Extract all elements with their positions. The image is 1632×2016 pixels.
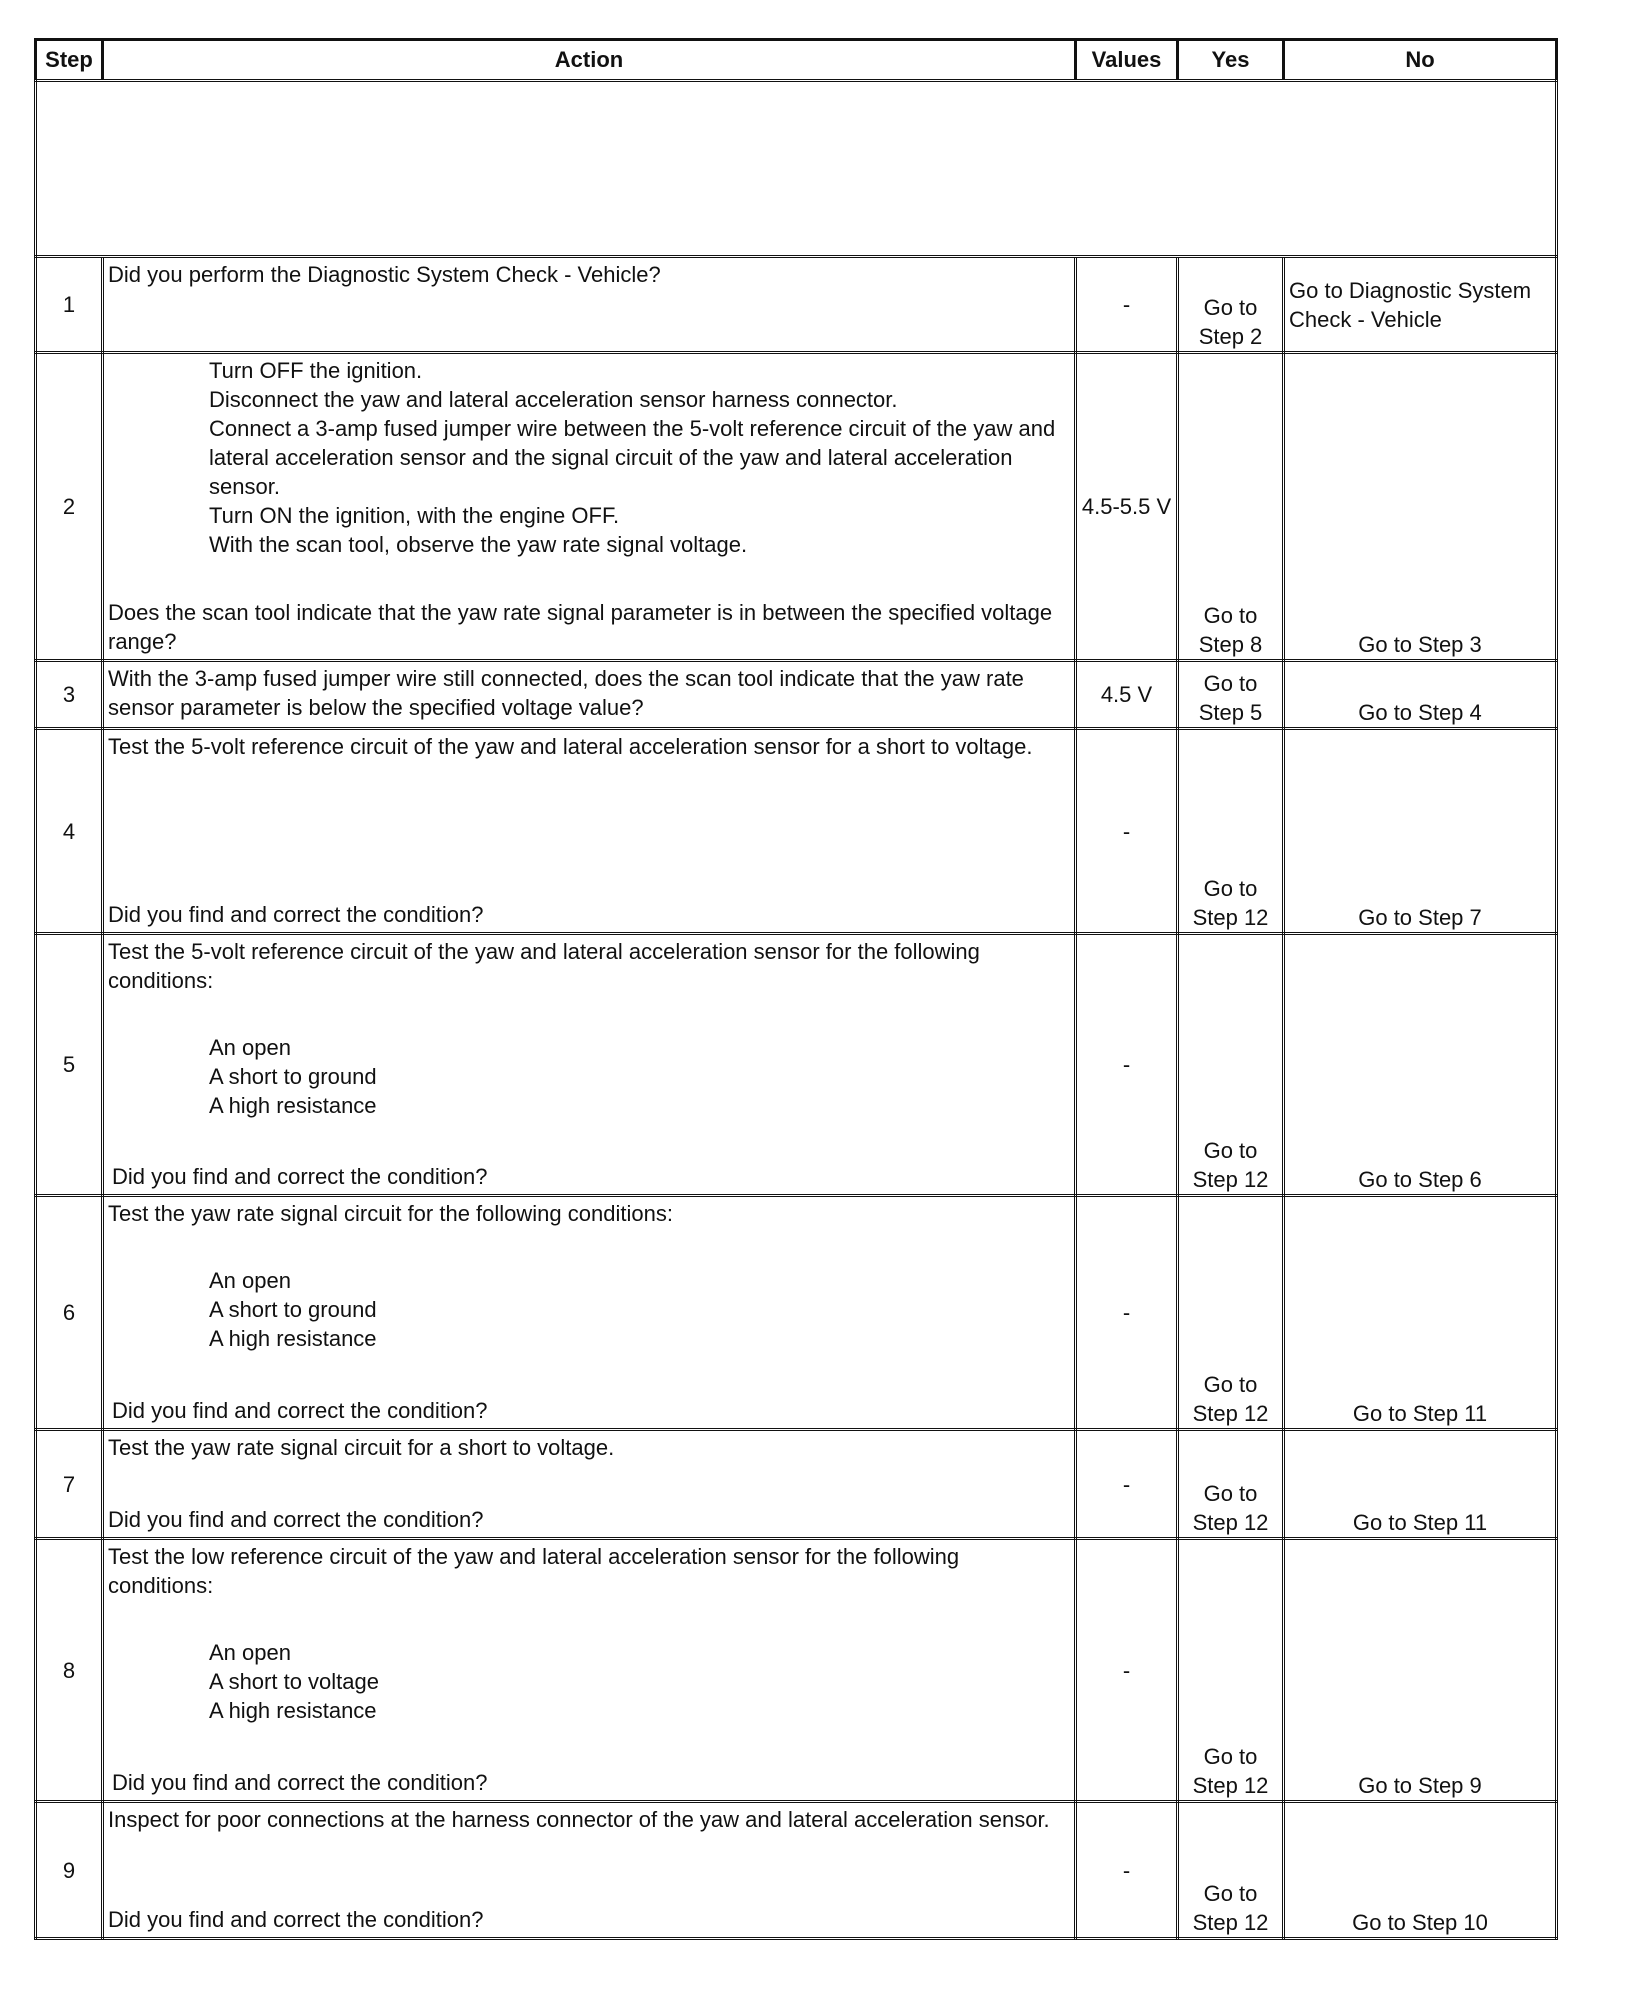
no-cell: Go to Step 6 <box>1284 934 1557 1196</box>
yes-cell: Go to Step 2 <box>1178 257 1284 353</box>
no-cell: Go to Diagnostic System Check - Vehicle <box>1284 257 1557 353</box>
diagnostic-table <box>34 38 1558 1940</box>
action-cell <box>103 1196 1076 1430</box>
step-number: 2 <box>36 353 103 661</box>
step-number: 9 <box>36 1802 103 1939</box>
header-row <box>36 40 1557 81</box>
action-item: An open <box>209 1640 291 1665</box>
action-item: Turn OFF the ignition. <box>209 358 423 383</box>
action-item: An open <box>209 1268 291 1293</box>
no-cell: Go to Step 9 <box>1284 1539 1557 1802</box>
action-cell <box>103 661 1076 729</box>
table-row <box>36 257 1557 353</box>
no-cell: Go to Step 10 <box>1284 1802 1557 1939</box>
table-row <box>36 1196 1557 1430</box>
yes-cell: Go to Step 8 <box>1178 353 1284 661</box>
blank-cell <box>36 81 1557 257</box>
values-cell: - <box>1076 934 1178 1196</box>
action-item: A short to ground <box>209 1064 377 1089</box>
step-number: 5 <box>36 934 103 1196</box>
action-item: Turn ON the ignition, with the engine OFF. <box>209 503 620 528</box>
action-cell <box>103 353 1076 661</box>
no-cell: Go to Step 11 <box>1284 1196 1557 1430</box>
table-row <box>36 729 1557 934</box>
header-step: Step <box>36 40 103 81</box>
table-row <box>36 1539 1557 1802</box>
values-cell: - <box>1076 1196 1178 1430</box>
action-text: Inspect for poor connections at the harness connector of the yaw and lateral acceleration sensor. <box>108 1807 1050 1832</box>
values-cell: - <box>1076 1539 1178 1802</box>
yes-cell: Go to Step 12 <box>1178 1196 1284 1430</box>
action-question: Did you find and correct the condition? <box>112 1770 488 1795</box>
action-text: With the 3-amp fused jumper wire still connected, does the scan tool indicate that the yaw rate sensor parameter is below the specified voltage value? <box>108 666 1024 720</box>
action-question: Does the scan tool indicate that the yaw rate signal parameter is in between the specified voltage range? <box>108 600 1053 654</box>
blank-row <box>36 81 1557 257</box>
action-item: A short to ground <box>209 1297 377 1322</box>
step-number: 6 <box>36 1196 103 1430</box>
action-question: Did you find and correct the condition? <box>112 1398 488 1423</box>
action-item: With the scan tool, observe the yaw rate signal voltage. <box>209 532 748 557</box>
header-yes: Yes <box>1178 40 1284 81</box>
values-cell: - <box>1076 257 1178 353</box>
values-cell: 4.5 V <box>1076 661 1178 729</box>
header-values: Values <box>1076 40 1178 81</box>
action-item: An open <box>209 1035 291 1060</box>
action-cell <box>103 257 1076 353</box>
no-cell: Go to Step 11 <box>1284 1430 1557 1539</box>
action-item: A high resistance <box>209 1698 377 1723</box>
values-cell: - <box>1076 1802 1178 1939</box>
action-text: Test the 5-volt reference circuit of the yaw and lateral acceleration sensor for the following conditions: <box>108 939 980 993</box>
action-item: A high resistance <box>209 1093 377 1118</box>
action-question: Did you find and correct the condition? <box>108 1507 484 1532</box>
header-action: Action <box>103 40 1076 81</box>
step-number: 1 <box>36 257 103 353</box>
no-cell: Go to Step 3 <box>1284 353 1557 661</box>
yes-cell: Go to Step 12 <box>1178 1802 1284 1939</box>
action-text: Test the low reference circuit of the yaw and lateral acceleration sensor for the following conditions: <box>108 1544 960 1598</box>
table-row <box>36 934 1557 1196</box>
yes-cell: Go to Step 12 <box>1178 1430 1284 1539</box>
values-cell: - <box>1076 1430 1178 1539</box>
action-item: Connect a 3-amp fused jumper wire between the 5-volt reference circuit of the yaw and lateral acceleration sensor and the signal circuit of the yaw and lateral acceleration sensor. <box>209 416 1056 499</box>
step-number: 4 <box>36 729 103 934</box>
table-row <box>36 1802 1557 1939</box>
action-item: Disconnect the yaw and lateral acceleration sensor harness connector. <box>209 387 898 412</box>
action-question: Did you find and correct the condition? <box>112 1164 488 1189</box>
step-number: 8 <box>36 1539 103 1802</box>
action-question: Did you find and correct the condition? <box>108 902 484 927</box>
action-item: A short to voltage <box>209 1669 379 1694</box>
action-text: Test the yaw rate signal circuit for the following conditions: <box>108 1201 673 1226</box>
table-row <box>36 353 1557 661</box>
yes-cell: Go to Step 12 <box>1178 729 1284 934</box>
action-text: Test the yaw rate signal circuit for a short to voltage. <box>108 1435 615 1460</box>
values-cell: - <box>1076 729 1178 934</box>
yes-cell: Go to Step 5 <box>1178 661 1284 729</box>
table-row <box>36 661 1557 729</box>
no-cell: Go to Step 7 <box>1284 729 1557 934</box>
no-cell: Go to Step 4 <box>1284 661 1557 729</box>
step-number: 3 <box>36 661 103 729</box>
yes-cell: Go to Step 12 <box>1178 934 1284 1196</box>
action-cell <box>103 729 1076 934</box>
action-question: Did you find and correct the condition? <box>108 1907 484 1932</box>
header-no: No <box>1284 40 1557 81</box>
action-cell <box>103 934 1076 1196</box>
values-cell: 4.5-5.5 V <box>1076 353 1178 661</box>
action-cell <box>103 1430 1076 1539</box>
action-item: A high resistance <box>209 1326 377 1351</box>
yes-cell: Go to Step 12 <box>1178 1539 1284 1802</box>
action-cell <box>103 1539 1076 1802</box>
step-number: 7 <box>36 1430 103 1539</box>
action-text: Test the 5-volt reference circuit of the yaw and lateral acceleration sensor for a short to voltage. <box>108 734 1033 759</box>
table-row <box>36 1430 1557 1539</box>
action-cell <box>103 1802 1076 1939</box>
action-text: Did you perform the Diagnostic System Check - Vehicle? <box>108 262 661 287</box>
